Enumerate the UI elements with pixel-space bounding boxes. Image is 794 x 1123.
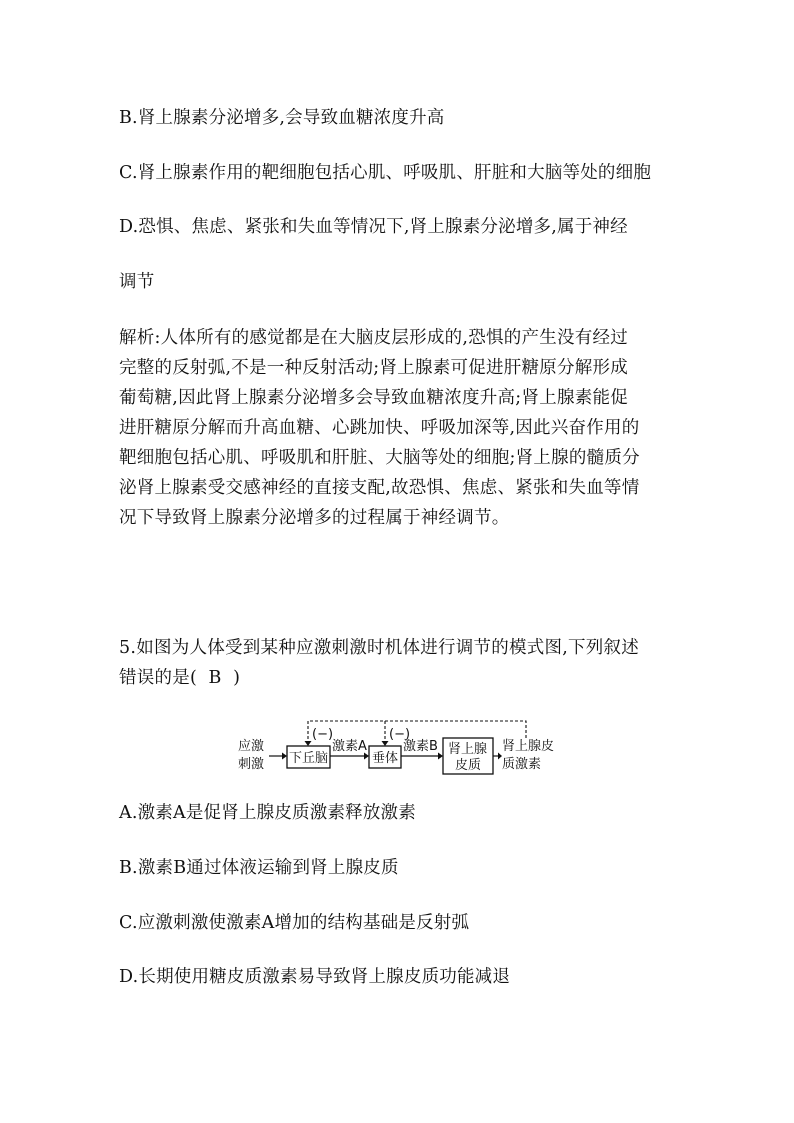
feedback-arrowhead <box>382 741 389 746</box>
output-label-line2: 质激素 <box>502 757 542 772</box>
question-prefix: 错误的是( <box>119 668 198 688</box>
analysis-line: 完整的反射弧,不是一种反射活动;肾上腺素可促进肝糖原分解形成 <box>119 358 628 378</box>
feedback-label-2: (−) <box>389 727 411 742</box>
hypothalamus-label: 下丘脑 <box>289 751 329 766</box>
hormone-b-label: 激素B <box>403 739 438 754</box>
question-suffix: ) <box>233 668 241 688</box>
option-b-prev: B.肾上腺素分泌增多,会导致血糖浓度升高 <box>119 108 445 128</box>
feedback-arrowhead <box>305 741 312 746</box>
regulation-diagram <box>236 718 566 776</box>
adrenal-label-line2: 皮质 <box>455 758 482 773</box>
option-c: C.应激刺激使激素A增加的结构基础是反射弧 <box>119 913 470 933</box>
output-label-line1: 肾上腺皮 <box>502 739 555 754</box>
analysis-line: 解析:人体所有的感觉都是在大脑皮层形成的,恐惧的产生没有经过 <box>119 328 628 348</box>
question-line-1: 5.如图为人体受到某种应激刺激时机体进行调节的模式图,下列叙述 <box>119 638 640 658</box>
option-a: A.激素A是促肾上腺皮质激素释放激素 <box>119 803 416 823</box>
option-b: B.激素B通过体液运输到肾上腺皮质 <box>119 858 399 878</box>
arrowhead <box>282 753 287 760</box>
option-d-prev-continued: 调节 <box>119 272 155 292</box>
question-5 <box>119 633 679 693</box>
analysis-line: 泌肾上腺素受交感神经的直接支配,故恐惧、焦虑、紧张和失血等情 <box>119 478 640 498</box>
analysis-paragraph <box>119 323 679 533</box>
option-d-prev: D.恐惧、焦虑、紧张和失血等情况下,肾上腺素分泌增多,属于神经 <box>119 217 628 237</box>
analysis-line: 进肝糖原分解而升高血糖、心跳加快、呼吸加深等,因此兴奋作用的 <box>119 418 640 438</box>
stimulus-label-line2: 刺激 <box>238 757 265 772</box>
analysis-line: 况下导致肾上腺素分泌增多的过程属于神经调节。 <box>119 508 510 528</box>
stimulus-label-line1: 应激 <box>238 739 265 754</box>
answer-value: B <box>208 668 222 688</box>
analysis-line: 葡萄糖,因此肾上腺素分泌增多会导致血糖浓度升高;肾上腺素能促 <box>119 388 628 408</box>
question-line-2 <box>119 663 679 693</box>
adrenal-label-line1: 肾上腺 <box>448 742 488 757</box>
feedback-label-1: (−) <box>312 727 334 742</box>
pituitary-label: 垂体 <box>372 751 399 766</box>
option-d: D.长期使用糖皮质激素易导致肾上腺皮质功能减退 <box>119 967 511 987</box>
analysis-line: 靶细胞包括心肌、呼吸肌和肝脏、大脑等处的细胞;肾上腺的髓质分 <box>119 448 640 468</box>
arrowhead <box>438 753 443 760</box>
hormone-a-label: 激素A <box>332 739 367 754</box>
option-c-prev: C.肾上腺素作用的靶细胞包括心肌、呼吸肌、肝脏和大脑等处的细胞 <box>119 163 652 183</box>
